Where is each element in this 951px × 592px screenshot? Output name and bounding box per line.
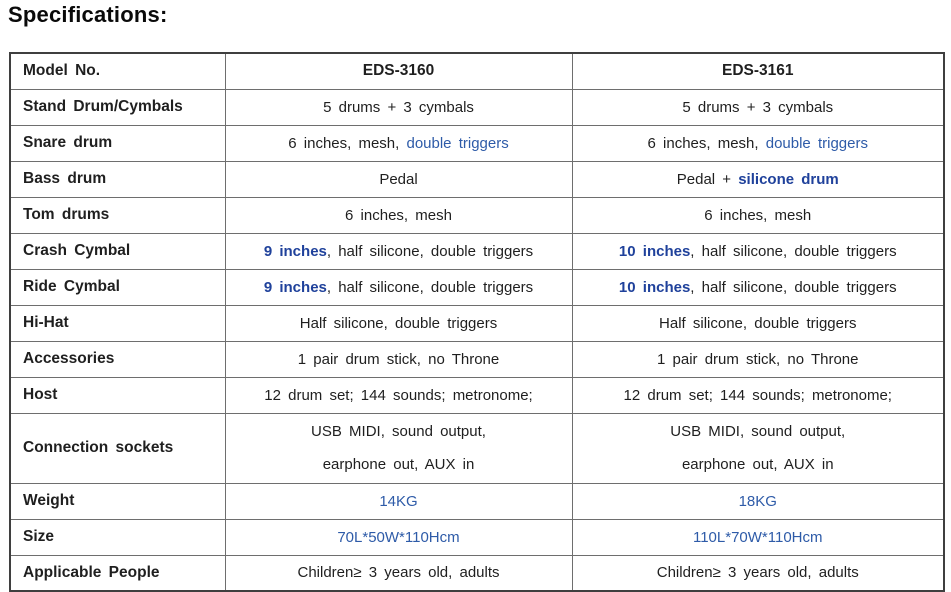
text-segment: , half silicone, double triggers [690,278,897,296]
header-model-no: Model No. [10,53,225,89]
text-segment: 6 inches, mesh, [288,134,407,152]
row-label: Tom drums [10,197,225,233]
table-row [10,341,944,377]
text-segment: 1 pair drum stick, no Throne [657,350,859,368]
spec-cell [572,413,944,483]
spec-cell [225,413,572,483]
page-title: Specifications: [8,2,168,27]
text-segment: 70L*50W*110Hcm [337,528,460,546]
row-label: Accessories [10,341,225,377]
text-segment: 9 inches [263,242,327,260]
table-row [10,125,944,161]
spec-cell [572,197,944,233]
row-label: Hi-Hat [10,305,225,341]
text-segment: 6 inches, mesh [345,206,452,224]
spec-cell [225,161,572,197]
spec-cell [225,269,572,305]
table-row [10,377,944,413]
row-label: Snare drum [10,125,225,161]
spec-cell [572,125,944,161]
text-segment: 10 inches [618,242,691,260]
text-segment: Pedal + [676,170,739,188]
text-segment: 6 inches, mesh [704,206,812,224]
spec-cell [225,483,572,519]
text-segment: 12 drum set; 144 sounds; metronome; [264,386,533,404]
spec-cell [572,377,944,413]
text-segment: Half silicone, double triggers [659,314,857,332]
spec-cell [225,305,572,341]
spec-cell [572,269,944,305]
text-segment: double triggers [765,134,868,152]
spec-cell [225,125,572,161]
text-segment: 6 inches, mesh, [647,134,766,152]
spec-cell [572,555,944,591]
text-segment: earphone out, AUX in [322,456,475,473]
table-row [10,413,944,483]
spec-cell [572,161,944,197]
text-segment: 5 drums + 3 cymbals [682,98,834,116]
text-segment: , half silicone, double triggers [690,242,897,260]
row-label: Host [10,377,225,413]
table-row [10,483,944,519]
text-segment: 1 pair drum stick, no Throne [297,350,500,368]
row-label: Size [10,519,225,555]
text-segment: USB MIDI, sound output, [311,423,486,440]
text-segment: 12 drum set; 144 sounds; metronome; [623,386,892,404]
spec-cell [572,483,944,519]
row-label: Connection sockets [10,413,225,483]
text-segment: 5 drums + 3 cymbals [323,98,474,116]
spec-cell [572,233,944,269]
spec-cell [572,519,944,555]
text-segment: USB MIDI, sound output, [670,423,846,440]
table-row [10,89,944,125]
text-segment: Children≥ 3 years old, adults [656,564,859,582]
row-label: Applicable People [10,555,225,591]
text-segment: earphone out, AUX in [681,456,834,473]
row-label: Crash Cymbal [10,233,225,269]
spec-cell [572,341,944,377]
text-segment: Children≥ 3 years old, adults [297,564,500,582]
spec-cell [572,89,944,125]
row-label: Stand Drum/Cymbals [10,89,225,125]
spec-table-body [10,89,944,591]
row-label: Bass drum [10,161,225,197]
spec-cell [225,555,572,591]
spec-cell [225,197,572,233]
table-row [10,305,944,341]
text-segment: Pedal [379,170,418,188]
table-row [10,233,944,269]
table-header-row [10,53,944,89]
spec-cell [225,519,572,555]
text-segment: double triggers [406,134,509,152]
table-row [10,269,944,305]
table-row [10,519,944,555]
text-segment: , half silicone, double triggers [326,242,534,260]
header-eds-3160: EDS-3160 [225,53,572,89]
text-segment: Half silicone, double triggers [299,314,498,332]
table-row [10,161,944,197]
header-eds-3161: EDS-3161 [572,53,944,89]
text-segment: 110L*70W*110Hcm [692,528,823,546]
text-segment: 10 inches [618,278,691,296]
row-label: Ride Cymbal [10,269,225,305]
table-row [10,555,944,591]
spec-cell [572,305,944,341]
text-segment: , half silicone, double triggers [326,278,534,296]
spec-cell [225,233,572,269]
text-segment: 18KG [738,492,777,510]
spec-cell [225,377,572,413]
spec-cell [225,341,572,377]
spec-cell [225,89,572,125]
specifications-table [9,52,945,592]
text-segment: 9 inches [263,278,327,296]
text-segment: silicone drum [738,170,839,188]
table-row [10,197,944,233]
row-label: Weight [10,483,225,519]
text-segment: 14KG [379,492,418,510]
